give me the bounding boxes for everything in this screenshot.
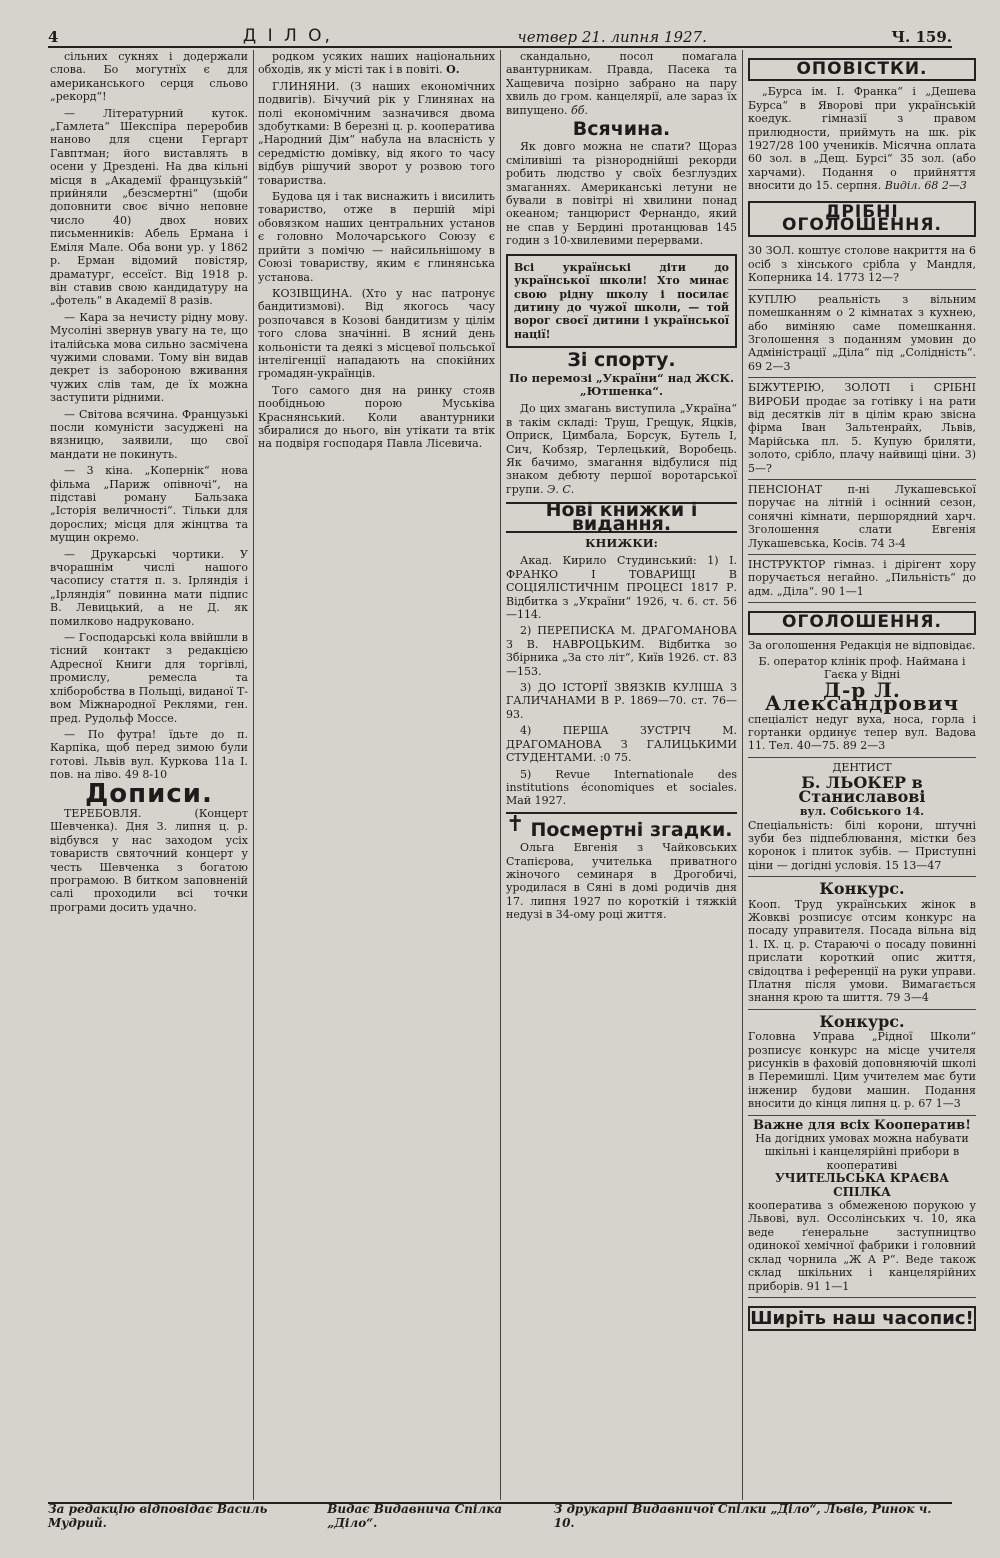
author-signature: Э. С.: [546, 482, 575, 496]
news-item-world: — Світова всячина. Французькі посли комуністи засуджені на вязницю, заявили, що свої мандати не покинуть.: [50, 407, 248, 461]
contest-details: [748, 898, 976, 1005]
page-number: 4: [48, 28, 59, 46]
section-title-classifieds: ДРІБНІ ОГОЛОШЕННЯ.: [748, 201, 976, 238]
issue-date: четвер 21. липня 1927.: [517, 28, 707, 46]
ad-reference: 15 13—47: [884, 858, 942, 872]
column-rule: [500, 50, 501, 1500]
ad-text: ПЕНСІОНАТ п-ні Лукашевської поручає на літній і осінний сезон, сонячні кімнати, першорядний харч. Зголошення слати Евгенія Лукашевська, Косів.: [748, 482, 976, 550]
classified-ad: [748, 378, 976, 480]
column-4: [748, 50, 976, 1500]
doctor-intro: Б. оператор клінік проф. Наймана і Гаєка у Відні: [758, 655, 966, 682]
obituary-text: Ольга Евгенія з Чайковських Стапієрова, учителька приватного жіночого семинаря в Дрогобичі, уродилася в Сяні в домі родичів дня 17. липня 1927 по короткій і тяжкій недузі в 34-ому році життя.: [506, 841, 737, 922]
ad-text: КУПЛЮ реальність з вільним помешканням о 2 кімнатах з кухнею, або виміняю саме помешкання. Зголошення з поданням умовин до Адміністрації „Діла“ під „Солідність“.: [748, 292, 976, 360]
news-item-business: — Господарські кола ввійшли в тісний контакт з редакцією Адресної Книги для торгівлі, промислу, ремесла та хліборобства в Польщі, виданої Т-вом Міжнародної Реклями, ген. пред. Рудольф Моссе.: [50, 631, 248, 725]
ad-text: БІЖУТЕРІЮ, ЗОЛОТІ і СРІБНІ ВИРОБИ продає за готівку і на рати від десятків літ в цілім краю звісна фірма Іван Зальтенрайх, Львів, Марійська пл. 5. Купую бриляти, золото, срібло, плачу найвищі ціни.: [748, 381, 976, 462]
contest-ad-1: [748, 877, 976, 1010]
ad-text: ІНСТРУКТОР гімназ. і дірігент хору поручається негайно. „Пильність“ до адм. „Діла“.: [748, 558, 976, 598]
column-rule: [253, 50, 254, 1500]
ad-text: 30 ЗОЛ. коштує столове накриття на 6 осіб з хінського срібла у Мандля, Коперника 14.: [748, 244, 976, 285]
book-entry: Акад. Кирило Студинський: 1) І. ФРАНКО І ТОВАРИЩІ В СОЦІЯЛІСТИЧНІМ ПРОЦЕСІ 1817 Р. Відбитка з „України“ 1926, ч. 6. ст. 56—114.: [506, 554, 737, 622]
dentist-street: вул. Собіського 14.: [799, 805, 925, 819]
section-title-ogoloshennia: ОГОЛОШЕННЯ.: [748, 611, 976, 634]
doctor-details: [748, 713, 976, 753]
section-title-opovistky: ОПОВІСТКИ.: [748, 58, 976, 81]
section-title-sport: Зі спорту.: [567, 349, 676, 372]
subscribe-promo: Ширіть наш часопис!: [748, 1306, 976, 1331]
announcement-bursa: [748, 85, 976, 192]
sport-text: До цих змагань виступила „Україна“ в такім складі: Труш, Грещук, Яцків, Оприск, Цимбала, Борсук, Бутель І, Сич, Кобзяр, Терлецький, Воробець. Як бачимо, змагання відбулися під знаком дебюту першої воротарської групи.: [506, 402, 737, 496]
news-item-language: — Кара за нечисту рідну мову. Мусоліні звернув увагу на те, що італійська мова сильно засмічена чужими словами. Тому він видав декрет із забороною вживання чужих слів там, де їх можна заступити рідними.: [50, 310, 248, 405]
ad-reference: 90 1—1: [821, 584, 864, 598]
school-notice-text: Всі українські діти до української школи! Хто минає свою рідну школу і посилає дитину до чужої школи, — той ворог своєї дитини і української нації!: [514, 260, 729, 341]
classified-ad: [748, 290, 976, 378]
section-title-obituary: Посмертні згадки.: [530, 818, 733, 841]
sport-subtitle: По перемозі „України“ над ЖСК. „Ютшенка“.: [509, 370, 734, 398]
footer-editor: За редакцію відповідає Василь Мудрий.: [48, 1502, 268, 1530]
books-subtitle: КНИЖКИ:: [585, 536, 658, 550]
column-1: [50, 50, 248, 1500]
coop-title: Важне для всіх Кооператив!: [753, 1117, 971, 1133]
article-text: [506, 50, 737, 117]
contest-details: [748, 1030, 976, 1110]
book-entry: 2) ПЕРЕПИСКА М. ДРАГОМАНОВА З В. НАВРОЦЬКИМ. Відбитка зо Збірника „За сто літ“, Київ 1926. ст. 83—153.: [506, 624, 737, 678]
book-entry: 5) Revue Internationale des institutions économiques et sociales. Май 1927.: [506, 767, 737, 808]
coop-details: [748, 1199, 976, 1293]
section-title-vsiachyna: Всячина.: [572, 118, 671, 141]
masthead: Д І Л О,: [242, 26, 333, 46]
ad-reference: 79 3—4: [886, 991, 929, 1005]
doctor-text: спеціаліст недуг вуха, носа, горла і гортанки ординує тепер вул. Вадова 11. Тел. 40—75.: [748, 712, 976, 753]
report-hlyniany: ГЛИНЯНИ. (З наших економічних подвигів). Бічучий рік у Глинянах на полі економічним зазначився двома здобутками: В березні ц. р. кооператива „Народний Дім“ набула на власність у середмістю домівку, від якого то часу відбув рішучий зворот у розвою того товариства.: [258, 79, 495, 187]
article-sleep-records: Як довго можна не спати? Щораз сміливіші та різнороднійші рекорди робить людство у своїх безглуздих змаганнях. Американські летуни не бували в повітрі ні хвилини понад океаном; танцюрист Фернандо, який не спав у Бердині протанцював 145 годин з 10-хвилевими перервами.: [506, 140, 737, 248]
report-kozivshchyna-cont: Того самого дня на ринку стояв пообідньою порою Муськіва Краснянський. Коли авантурники збиралися до нього, він утікати та втік на подвіря господаря Павла Лісевича.: [258, 383, 495, 451]
contest-title: Конкурс.: [819, 1011, 905, 1031]
coop-intro: На догідних умовах можна набувати шкільні і канцелярійні прибори в кооперативі: [755, 1132, 969, 1172]
ad-reference: 3) 5—?: [748, 448, 976, 475]
article-text: сільних сукнях і додержали слова. Бо могутнїх є для американського серця сльово „рекорд“!: [50, 50, 248, 104]
news-item-errata: — Друкарські чортики. У вчорашнім числі нашого часопису стаття п. з. Ірляндія і „Ірляндія“ повинна мати підпис В. Левицький, а не Д. як помилково надруковано.: [50, 547, 248, 628]
column-3: [506, 50, 737, 1500]
contest-text: Головна Управа „Рідної Школи“ розписує конкурс на місце учителя рисунків в фаховій доповняючій школі в Перемишлі. Цим учителем має бути інженир будови машин. Подання вносити до кінця липня ц. р.: [748, 1030, 976, 1111]
school-notice-box: [506, 254, 737, 348]
column-2: [258, 50, 495, 1500]
obituary-section: [506, 812, 737, 922]
cross-icon: ✝: [506, 811, 525, 837]
article-continuation: скандально, посол помагала авантурникам. Правда, Пасека та Хащевича позірно забрано на пару хвиль до гром. канцелярії, але зараз їх випущено.: [506, 50, 737, 117]
news-item-cinema: — 3 кіна. „Копернік“ нова фільма „Париж опівночі“, на підставі роману Бальзака „Історія величності“. Тільки для дорослих; місця для жінцтва та мущин окремо.: [50, 464, 248, 545]
ogoloshennia-subtitle: За оголошення Редакція не відповідає.: [748, 638, 976, 652]
report-kozivshchyna: КОЗІВЩИНА. (Хто у нас патронує бандитизмові). Від якогось часу розпочався в Козові бандитизм у цілім того слова значінні. В ясний день кольоністи та деякі з місцевої польської інтелігенції нападають на спокійних громадян-українців.: [258, 286, 495, 381]
page-footer: [48, 1502, 952, 1528]
ad-reference: 74 3-4: [870, 536, 906, 550]
classified-ad: [748, 555, 976, 603]
contest-title: Конкурс.: [819, 879, 905, 899]
author-signature: бб.: [571, 103, 588, 117]
report-hlyniany-cont: Будова ця і так виснажить і висилить товариство, отже в першій мірі обовязком наших центральних установ є головно Молочарського Союзу є прийти з помічю — найсильнішому в Союзі товариству, яким є глинянська установа.: [258, 190, 495, 284]
classified-ad: [748, 241, 976, 289]
doctor-ad: [748, 652, 976, 758]
ad-reference: Виділ. 68 2—3: [884, 179, 967, 193]
cooperative-ad: [748, 1116, 976, 1298]
issue-number: Ч. 159.: [891, 28, 952, 46]
doctor-name: Д-р Л. Александрович: [764, 677, 960, 716]
contest-ad-2: [748, 1010, 976, 1116]
report-terebovlia: ТЕРЕБОВЛЯ. (Концерт Шевченка). Дня 3. липня ц. р. відбувся у нас заходом усіх товариств святочний концерт у честь Шевченка з богатою програмою. В битком заповненій салі проходили всі точки програми досить удачно.: [50, 806, 248, 914]
announcement-text: „Бурса ім. І. Франка“ і „Дешева Бурса“ в Яворові при українській коедук. гімназії з правом прилюдности, приймуть на шк. рік 1927/28 100 учеників. Місячна оплата 60 зол. в „Дещ. Бурсі“ 35 зол. (або харчами). Подання о прийняття вносити до 15. серпня.: [748, 85, 976, 193]
footer-printer: З друкарні Видавничої Спілки „Діло“, Львів, Ринок ч. 10.: [553, 1502, 932, 1530]
ad-reference: 49 8-10: [124, 768, 168, 782]
dentist-label: ДЕНТИСТ: [832, 760, 892, 774]
page-header: [48, 22, 952, 48]
ad-reference: 89 2—3: [842, 739, 886, 753]
coop-text: кооператива з обмеженою порукою у Львові, вул. Оссолінських ч. 10, яка веде ґенеральне заступництво одинокої хемічної фабрики і головний склад чорнила „Ж А Р“. Веде також склад шкільних і канцелярійних приборів.: [748, 1199, 976, 1293]
contest-text: Кооп. Труд українських жінок в Жовкві розписує отсим конкурс на посаду управителя. Посада вільна від 1. IX. ц. р. Стараючі о посаду повинні прислати короткий опис життя, свідоцтва і референції на руки управи. Платня після умови. Вимагається знання крою та шиття.: [748, 897, 976, 1005]
dentist-details: [748, 819, 976, 873]
book-entry: 3) ДО ІСТОРІЇ ЗВЯЗКІВ КУЛІША З ГАЛИЧАНАМИ В Р. 1869—70. ст. 76—93.: [506, 681, 737, 721]
article-text: [258, 50, 495, 77]
article-continuation: родком усяких наших національних обходів, як у місті так і в повіті.: [258, 50, 495, 77]
ad-reference: 91 1—1: [806, 1279, 850, 1293]
news-item-furs: [50, 728, 248, 782]
furs-text: — По футра! їдьте до п. Карпіка, щоб перед зимою були готові. Львів вул. Куркова 11а І. пов. на ліво.: [50, 727, 248, 782]
classified-ad: [748, 480, 976, 555]
dentist-ad: [748, 758, 976, 877]
dentist-text: Спеціальність: білі корони, штучні зуби без підпеблювання, містки без коронок і плиток зубів. — Приступні ціни — догідні условія.: [748, 818, 976, 872]
footer-publisher: Видає Видавнича Спілка „Діло“.: [327, 1502, 503, 1530]
ad-reference: 69 2—3: [748, 359, 791, 373]
coop-name: УЧИТЕЛЬСЬКА КРАЄВА СПІЛКА: [774, 1171, 950, 1199]
news-item-literary: — Літературний куток. „Гамлета“ Шекспіра переробив наново для сцени Гергарт Гавптман; його виставлять в осени у Дрездені. На два кільні місця в „Академії французькій“ прийняли „безсмертні“ (щоби доповнити своє вічно неповне число 40) двох нових письменників: Абель Ермана і Еміля Мале. Оба вони ур. у 1862 р. Ерман відомий повістяр, драматург, ессеїст. Від 1918 р. він ставив свою кандидатуру на „фотель“ в Академії 8 разів.: [50, 106, 248, 308]
section-title-dopysy: Дописи.: [85, 778, 213, 809]
section-title-books: Нові книжки і видання.: [506, 502, 737, 533]
dentist-name: Б. ЛЬОКЕР в Станиславові: [798, 773, 926, 806]
ad-reference: 67 1—3: [918, 1097, 961, 1111]
article-sport: [506, 402, 737, 496]
column-rule: [742, 50, 743, 1500]
ad-reference: 1773 12—?: [836, 271, 899, 285]
author-signature: О.: [446, 63, 460, 77]
book-entry: 4) ПЕРША ЗУСТРІЧ М. ДРАГОМАНОВА З ГАЛИЦЬКИМИ СТУДЕНТАМИ. :0 75.: [506, 724, 737, 765]
